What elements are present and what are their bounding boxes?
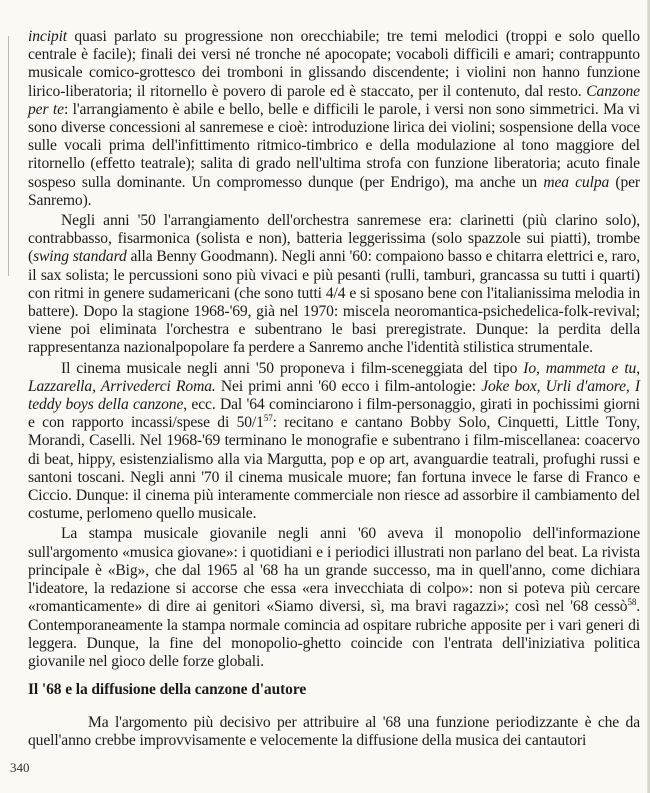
- text-run: (per Sanremo).: [28, 173, 640, 209]
- footnote-ref-57[interactable]: 57: [263, 413, 273, 424]
- text-run: La stampa musicale giovanile negli anni '60 aveva il monopolio dell'informazione sull'argomento «musica giovane»: i quotidiani e i periodici illustrati non parlano del beat. La rivista principale è «Big», che dal 1965 al '68 ha un grande successo, ma in quell'anno, come dichiara l'ideatore, la redazione si accorse che essa «era invecchiata di colpo»: non si poteva più cercare «romanticamente» di dire ai genitori «Siamo diversi, sì, ma bravi ragazzi»; così nel '68 cessò: [28, 525, 640, 616]
- text-run: : l'arrangiamento è abile e bello, belle e difficili le parole, i versi non sono simmetrici. Ma vi sono diverse concessioni al sanremese e cioè: introduzione lirica dei violini; sospensione della voce sulle vocali prima dell'infittimento ritmico-timbrico e della modulazione al tono maggiore del ritornello (effetto teatrale); salita di grado nell'ultima strofa con funzione liberatoria; acuto finale sospeso sulla dominante. Un compromesso dunque (per Endrigo), ma anche un: [28, 100, 641, 191]
- body-text: [28, 28, 640, 671]
- text-run: alla Benny Goodmann). Negli anni '60: compaiono basso e chitarra elettrici e, raro, il sax solista; le percussioni sono più vivaci e più pesanti (rulli, tamburi, grancassa su tutti i quarti) con ritmi in genere sudamericani (che sono tutti 4/4 e si sposano bene con l'italianissima melodia in battere). Dopo la stagione 1968-'69, già nel 1970: miscela neoromantica-psichedelica-folk-revival; viene poi eliminata l'orchestra e subentrano le basi preregistrate. Dunque: la perdita della rappresentanza nazionalpopolare fa perdere a Sanremo anche l'identità stilistica strumentale.: [28, 248, 640, 357]
- footnote-ref-58[interactable]: 58: [627, 597, 637, 608]
- page-number: 340: [10, 760, 30, 775]
- closing-text: [28, 714, 640, 750]
- italic-titles: Io, mammeta e tu, Lazzarella, Arrivederci Roma.: [28, 359, 641, 395]
- paragraph-1: [28, 28, 640, 210]
- paragraph-5: Ma l'argomento più decisivo per attribuire al '68 una funzione periodizzante è che da quell'anno crebbe improvvisamente e velocemente la diffusione della musica dei cantautori: [28, 714, 640, 750]
- text-run: quasi parlato su progressione non orecchiabile; tre temi melodici (troppi e solo quello centrale è facile); finali dei versi né tronche né apocopate; vocaboli difficili e amari; contrappunto musicale comico-grottesco dei tromboni in glissando discendente; i violini non hanno funzione lirico-liberatoria; il ritornello è povero di parole ed è staccato, per il contenuto, dal resto.: [28, 28, 640, 100]
- italic-term: swing standard: [33, 248, 127, 266]
- italic-titles: Joke box, Urli d'amore, I teddy boys della canzone: [28, 377, 640, 414]
- text-run: , ecc. Dal '64 cominciarono i film-personaggio, girati in pochissimi giorni e con rapporto incassi/spese di 50/1: [28, 396, 640, 432]
- italic-term: mea culpa: [543, 173, 610, 191]
- paragraph-2: [28, 212, 640, 358]
- section-heading: Il '68 e la diffusione della canzone d'autore: [28, 681, 307, 698]
- text-run: Negli anni '50 l'arrangiamento dell'orchestra sanremese era: clarinetti (più clarino solo), contrabbasso, fisarmonica (solista e non), batteria leggerissima (solo spazzole sui piatti), trombe (: [28, 212, 640, 266]
- text-run: : recitano e cantano Bobby Solo, Cinquetti, Little Tony, Morandi, Caselli. Nel 1968-'69 terminano le monografie e subentrano i film-miscellanea: coacervo di beat, hippy, esistenzialismo alla via Margutta, pop e op art, avanguardie teatrali, profughi russi e santoni toscani. Negli anni '70 il cinema musicale muore; fan fortuna invece le farse di Franco e Ciccio. Dunque: il cinema più interamente commerciale non riesce ad assorbire il cambiamento del costume, perlomeno quello musicale.: [28, 414, 640, 523]
- text-run: . Contemporaneamente la stampa normale comincia ad ospitare rubriche apposite per i vari generi di leggera. Dunque, la fine del monopolio-ghetto coincide con l'entrata dell'iniziativa politica giovanile nel gioco delle forze globali.: [28, 598, 640, 670]
- paragraph-4: [28, 525, 640, 671]
- text-run: Il cinema musicale negli anni '50 proponeva i film-sceneggiata del tipo: [61, 359, 524, 377]
- italic-title: Canzone per te: [28, 82, 640, 118]
- text-run: Nei primi anni '60 ecco i film-antologie:: [215, 377, 482, 395]
- margin-rule: [8, 36, 9, 276]
- italic-term: incipit: [28, 28, 68, 45]
- paragraph-3: [28, 360, 640, 524]
